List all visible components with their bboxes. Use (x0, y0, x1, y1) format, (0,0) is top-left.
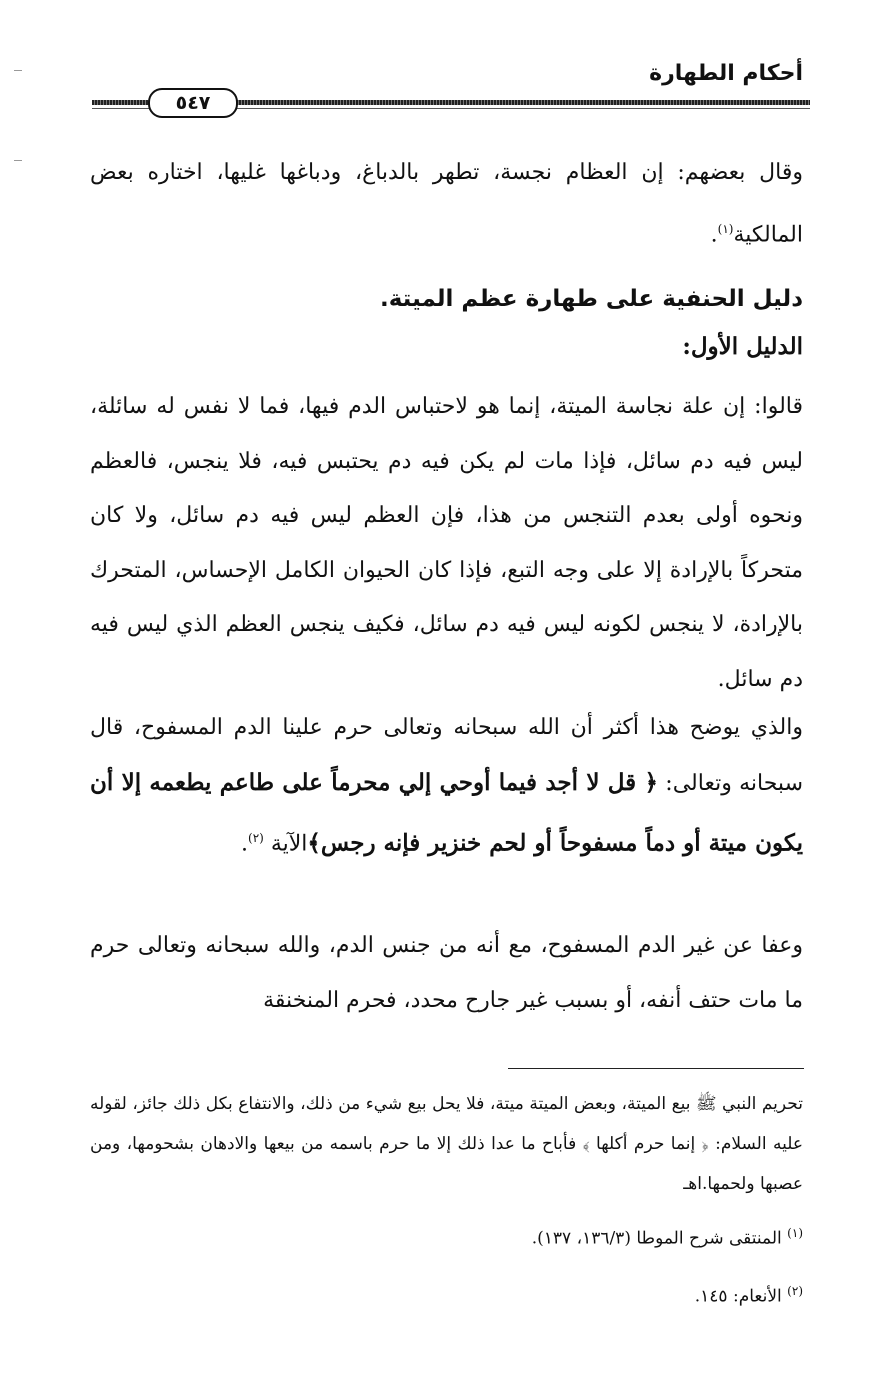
paragraph-3 (90, 700, 803, 871)
paragraph-3-tail: الآية (270, 831, 308, 857)
footnote-continuation: تحريم النبي ﷺ بيع الميتة، وبعض الميتة ميتة، فلا يحل بيع شيء من ذلك، والانتفاع بكل ذلك جائز، لقوله عليه السلام: ﴿ إنما حرم أكلها ﴾ فأباح ما عدا ذلك إلا ما حرم باسمه من بيعها والادهان بشحومها، ومن عصبها ولحمها.اهـ (90, 1094, 803, 1194)
subsection-heading: الدليل الأول: (682, 333, 803, 360)
paragraph-1 (90, 145, 803, 263)
paragraph-1-text: وقال بعضهم: إن العظام نجسة، تطهر بالدباغ، ودباغها غليها، اختاره بعض المالكية (90, 160, 803, 248)
page-edge-mark (14, 160, 22, 161)
paragraph-1-end: . (710, 222, 718, 248)
footnote-1 (532, 1218, 803, 1254)
paragraph-2: قالوا: إن علة نجاسة الميتة، إنما هو لاحتباس الدم فيها، فما لا نفس له سائلة، ليس فيه دم سائل، فإذا مات لم يكن فيه دم يحتبس فيه، فلا ينجس، فالعظم ونحوه أولى بعدم التنجس من هذا، فإن العظم ليس فيه دم سائل، ولا كان متحركاً بالإرادة إلا على وجه التبع، فإذا كان الحيوان الكامل الإحساس، المتحرك بالإرادة، لا ينجس لكونه ليس فيه دم سائل، فكيف ينجس العظم الذي ليس فيه دم سائل. (90, 394, 803, 692)
page-edge-mark (14, 70, 22, 71)
quran-verse: ﴿ قل لا أجد فيما أوحي إلي محرماً على طاعم يطعمه إلا أن يكون ميتة أو دماً مسفوحاً أو لحم خنزير فإنه رجس﴾ (90, 769, 803, 857)
footnote-2 (695, 1276, 803, 1312)
footnote-ref-2: (٢) (248, 831, 264, 845)
section-heading: دليل الحنفية على طهارة عظم الميتة. (380, 286, 803, 312)
footnote-1-text: المنتقى شرح الموطا (١٣٦/٣، ١٣٧). (531, 1228, 782, 1249)
footnote-2-marker: (٢) (787, 1284, 803, 1298)
running-title: أحكام الطهارة (649, 61, 803, 86)
footnote-separator (508, 1068, 804, 1069)
footnote-ref-1: (١) (717, 222, 734, 236)
paragraph-4: وعفا عن غير الدم المسفوح، مع أنه من جنس الدم، والله سبحانه وتعالى حرم ما مات حتف أنفه، أو بسبب غير جارح محدد، فحرم المنخنقة (90, 933, 803, 1013)
paragraph-3-intro: والذي يوضح هذا أكثر أن الله سبحانه وتعالى حرم علينا الدم المسفوح، قال سبحانه وتعالى: (90, 715, 804, 796)
page-number: ٥٤٧ (148, 88, 238, 118)
footnote-2-text: الأنعام: ١٤٥. (694, 1286, 782, 1307)
footnote-1-marker: (١) (787, 1226, 803, 1240)
paragraph-3-end: . (241, 831, 249, 857)
